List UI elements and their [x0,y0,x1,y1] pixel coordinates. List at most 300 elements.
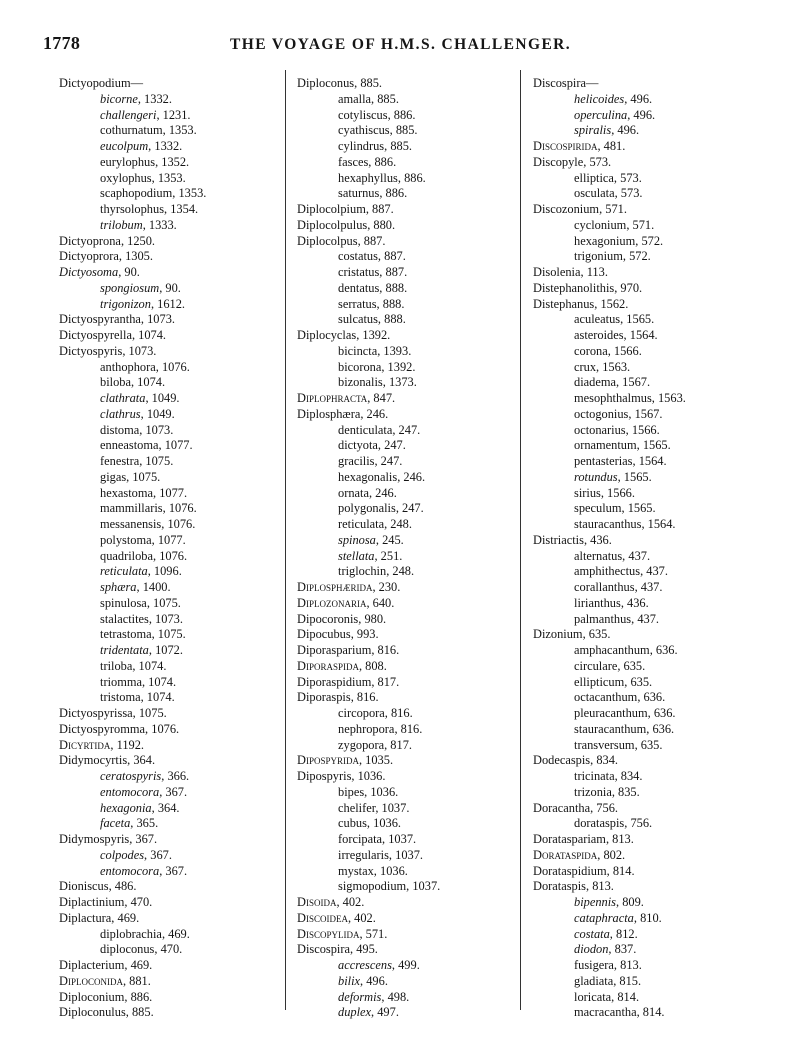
index-subentry [59,454,274,470]
entry-name: tricinata [574,769,615,783]
index-subentry [59,297,274,313]
entry-page: , 1077. [153,485,188,500]
entry-page: , 1075. [132,706,167,720]
entry-page: , 756. [624,816,653,831]
index-entry [59,722,274,738]
index-subentry [59,690,274,706]
entry-name: transversum [574,737,635,752]
entry-page: , 885. [384,139,413,153]
index-subentry [59,171,274,187]
index-entry [297,690,522,706]
entry-name: stalactites [100,611,149,626]
entry-name: Diploconida [59,973,123,988]
entry-page: , 496. [611,123,640,138]
entry-page: , 1305. [118,249,153,264]
entry-page: , 886. [368,154,397,169]
index-entry [533,76,743,92]
entry-page: , 810. [633,910,662,925]
entry-name: chelifer [338,800,376,815]
index-subentry [297,533,522,549]
index-entry [533,533,743,549]
entry-page: , 246. [360,406,389,421]
index-entry [59,328,274,344]
entry-page: , 469. [124,958,153,972]
entry-name: aculeatus [574,312,621,327]
index-entry [59,974,274,990]
index-entry [59,738,274,754]
index-subentry [533,549,743,565]
entry-name: rotundus [574,469,618,484]
index-subentry [533,171,743,187]
entry-name: mystax [338,863,374,878]
index-entry [59,76,274,92]
entry-name: cristatus [338,265,380,279]
entry-name: tetrastoma [100,627,152,642]
entry-name: pentasterias [574,454,633,468]
index-entry [297,596,522,612]
index-subentry [533,344,743,360]
entry-page: , 1076. [145,721,180,736]
entry-name: sigmopodium [338,879,407,894]
entry-name: sulcatus [338,312,378,327]
index-entry [533,627,743,643]
index-subentry [533,234,743,250]
entry-page: , 1565. [620,312,655,327]
entry-page: , 367. [144,847,172,862]
index-subentry [297,454,522,470]
entry-name: clathrata [100,391,146,405]
index-subentry [297,517,522,533]
entry-page: , 469. [161,926,190,941]
entry-page: , 495. [350,942,378,957]
entry-name: diplobrachia [100,926,162,941]
entry-name: elliptica [574,170,614,185]
entry-page: , 816. [394,721,423,736]
entry-name: fenestra [100,454,140,468]
entry-name: trigonizon [100,296,151,311]
index-entry [297,927,522,943]
index-subentry [533,1005,743,1021]
entry-name: gigas [100,469,127,484]
entry-name: Didymocyrtis [59,753,128,768]
entry-name: Dictyoprona [59,233,121,248]
entry-page: , 635. [617,658,646,673]
index-subentry [533,328,743,344]
entry-name: Dicyrtida [59,737,111,752]
index-column-1 [59,76,274,1021]
entry-page: , 245. [375,532,404,547]
entry-name: Diplocyclas [297,328,357,342]
entry-page: , 1563. [651,391,686,405]
entry-name: cylindrus [338,139,385,153]
index-subentry [533,108,743,124]
entry-name: trigonium [574,249,623,264]
index-subentry [533,564,743,580]
entry-name: corallanthus [574,580,635,594]
index-subentry [297,564,522,580]
index-subentry [533,974,743,990]
index-subentry [59,801,274,817]
entry-name: Dictyospyrissa [59,706,133,720]
entry-page: , 881. [122,973,151,988]
entry-name: mammillaris [100,501,163,516]
entry-page: , 366. [161,769,190,783]
entry-name: Diplacterium [59,958,125,972]
entry-page: , 980. [358,611,387,626]
entry-page: , 1074. [131,328,167,342]
entry-name: entomocora [100,784,160,799]
entry-name: hexagonia [100,800,152,815]
entry-name: accrescens [338,958,392,972]
entry-name: eucolpum [100,139,149,153]
entry-page: , 1612. [150,296,186,311]
entry-page: , 1073. [148,611,183,626]
entry-name: reticulata [100,564,148,579]
entry-page: , 1373. [382,375,417,390]
index-entry [59,911,274,927]
entry-name: octacanthum [574,690,638,705]
index-subentry [297,186,522,202]
entry-name: anthophora [100,359,156,374]
entry-name: ornata [338,485,369,500]
index-entry [59,990,274,1006]
entry-page: , 572. [635,233,664,248]
entry-page: , 888. [376,296,405,311]
entry-name: amphacanthum [574,643,650,657]
entry-name: lirianthus [574,595,621,610]
entry-page: , 885. [354,76,383,90]
entry-name: Discoidea [297,910,348,925]
index-subentry [297,816,522,832]
index-subentry [59,533,274,549]
entry-page: , 1354. [164,202,199,216]
entry-name: stauracanthus [574,517,642,531]
index-subentry [59,596,274,612]
entry-name: fusigera [574,958,614,972]
entry-name: Disoida [297,895,337,909]
entry-page: , 813. [605,832,634,846]
index-subentry [297,344,522,360]
index-subentry [533,738,743,754]
entry-name: zygopora [338,737,385,752]
index-subentry [297,722,522,738]
entry-name: Dioniscus [59,879,109,894]
entry-name: biloba [100,375,131,390]
entry-name: operculina [574,107,628,122]
entry-page: , 1074. [141,674,177,689]
index-subentry [297,864,522,880]
index-entry [533,832,743,848]
entry-page: , 1562. [594,296,629,311]
entry-name: spinulosa [100,595,147,610]
entry-page: , 247. [395,501,424,516]
entry-page: , 1563. [596,359,631,374]
index-subentry [297,312,522,328]
entry-name: eurylophus [100,154,156,169]
entry-name: diadema [574,375,616,390]
entry-name: palmanthus [574,611,632,626]
entry-name: amalla [338,91,372,106]
index-entry [59,1005,274,1021]
entry-name: crux [574,359,597,374]
entry-name: cubus [338,816,367,831]
entry-name: circulare [574,658,618,673]
entry-page: , 469. [111,910,140,925]
entry-page: , 1037. [406,879,441,894]
entry-page: , 1073. [122,343,157,358]
index-subentry [59,139,274,155]
entry-name: gracilis [338,454,375,468]
index-subentry [297,974,522,990]
entry-page: , 571. [626,217,655,232]
entry-name: loricata [574,989,612,1004]
entry-page: , 470. [154,942,183,957]
entry-page: , 814. [636,1005,665,1020]
entry-name: Diploconulus [59,1005,126,1020]
entry-page: , 1076. [161,517,196,531]
entry-page: , 1049. [140,406,175,421]
index-subentry [533,612,743,628]
index-subentry [533,123,743,139]
index-subentry [59,92,274,108]
entry-page: , 367. [159,784,188,799]
entry-page: , 248. [384,517,412,531]
index-subentry [59,580,274,596]
entry-name: stellata [338,548,375,563]
entry-page: , 1076. [153,548,188,563]
entry-name: Diporaspidium [297,674,372,689]
entry-page: , 885. [371,91,399,106]
entry-page: , 888. [379,280,408,295]
entry-name: irregularis [338,847,389,862]
entry-name: ceratospyris [100,769,162,783]
entry-page: , 1392. [356,328,391,342]
entry-page: , 635. [582,627,611,642]
index-subentry [533,580,743,596]
entry-name: bicorne [100,91,138,106]
index-subentry [533,706,743,722]
entry-name: Dipospyrida [297,753,359,768]
entry-name: polygonalis [338,501,396,516]
entry-page: , 402. [336,895,365,909]
entry-page: , 1352. [155,154,190,169]
entry-name: hexastoma [100,485,153,500]
entry-name: gladiata [574,973,614,988]
entry-page: , 817. [384,737,412,752]
entry-page: , 636. [646,721,675,736]
entry-page: , 499. [391,958,420,972]
index-subentry [533,927,743,943]
entry-page: , 1400. [136,580,171,594]
index-subentry [297,438,522,454]
entry-page: , 251. [374,548,403,563]
entry-page: , 436. [583,532,612,547]
entry-page: , 993. [350,627,379,642]
index-subentry [533,911,743,927]
entry-name: tridentata [100,643,149,657]
entry-page: , 496. [627,107,656,122]
index-entry [59,706,274,722]
entry-name: entomocora [100,863,160,878]
index-subentry [59,360,274,376]
entry-name: Dictyospyrantha [59,312,141,327]
index-subentry [297,832,522,848]
index-entry [59,879,274,895]
index-entry [533,864,743,880]
entry-page: , 813. [586,879,614,894]
entry-name: Dictyospyromma [59,721,146,736]
entry-page: , 635. [624,674,653,689]
index-subentry [533,675,743,691]
entry-name: Discopylida [297,926,360,941]
index-entry [533,801,743,817]
entry-page: , 573. [614,186,643,201]
index-subentry [533,438,743,454]
index-subentry [59,438,274,454]
index-subentry [533,690,743,706]
entry-page: , 1035. [358,753,394,768]
entry-page: , 1332. [148,139,183,153]
index-subentry [297,360,522,376]
entry-name: saturnus [338,186,380,201]
index-entry [297,407,522,423]
entry-name: cataphracta [574,910,634,925]
index-subentry [533,407,743,423]
index-subentry [59,186,274,202]
index-subentry [59,675,274,691]
entry-page: , 1392. [381,359,416,374]
index-subentry [533,186,743,202]
entry-page: , 887. [379,265,408,279]
entry-page: , 1074. [130,375,166,390]
entry-page: , 572. [622,249,651,264]
index-subentry [59,470,274,486]
index-subentry [59,627,274,643]
entry-page: , 809. [616,895,644,909]
entry-page: , 837. [608,942,637,957]
entry-name: pleuracanthum [574,706,648,720]
entry-page: , 1073. [140,312,175,327]
entry-page: , 1036. [373,863,408,878]
index-subentry [533,312,743,328]
entry-page: , 496. [360,973,388,988]
entry-name: hexaphyllus [338,170,398,185]
entry-page: , 571. [359,926,388,941]
entry-name: oxylophus [100,170,152,185]
entry-page: , 437. [634,580,663,594]
entry-page: , 970. [614,280,643,295]
entry-page: , 1076. [162,501,197,516]
index-subentry [533,769,743,785]
entry-name: circopora [338,706,385,720]
index-column-3 [533,76,743,1021]
index-subentry [533,816,743,832]
entry-name: hexagonalis [338,469,398,484]
entry-page: , 812. [609,926,638,941]
entry-page: , 1073. [139,422,174,437]
index-entry [297,218,522,234]
entry-page: , 1077. [151,532,186,547]
entry-page: , 886. [387,107,416,122]
index-subentry [59,659,274,675]
entry-page: , 1564. [632,454,667,468]
entry-page: , 1036. [366,816,401,831]
entry-page: , 887. [357,233,386,248]
entry-name: Discospira [297,942,350,957]
entry-page: , 886. [379,186,408,201]
index-subentry [533,990,743,1006]
index-entry [297,76,522,92]
entry-name: hexagonium [574,233,636,248]
entry-name: bizonalis [338,375,383,390]
index-entry [297,627,522,643]
entry-page: , 248. [386,564,415,579]
index-subentry [297,738,522,754]
entry-page: , 90. [159,280,181,295]
index-entry [297,675,522,691]
entry-name: mesophthalmus [574,391,652,405]
entry-page: , 486. [108,879,137,894]
entry-page: , 470. [124,895,153,909]
index-subentry [297,281,522,297]
entry-name: osculata [574,186,615,201]
entry-name: challengeri [100,107,157,122]
entry-page: , 1565. [636,438,671,453]
entry-page: , 498. [381,989,410,1004]
entry-name: Dictyospyrella [59,328,132,342]
index-subentry [297,171,522,187]
index-entry [297,911,522,927]
entry-name: Dorataspis [533,879,586,894]
entry-page: , 847. [367,391,396,405]
entry-name: Diplactinium [59,895,125,909]
entry-page: , 1037. [375,800,410,815]
entry-name: polystoma [100,532,152,547]
entry-name: Diporaspida [297,658,359,673]
entry-name: bicincta [338,343,378,358]
entry-name: dentatus [338,280,380,295]
entry-page: , 367. [129,832,158,846]
index-entry [59,249,274,265]
index-entry [533,139,743,155]
entry-name: colpodes [100,847,145,862]
entry-name: corona [574,343,608,358]
entry-name: fasces [338,154,369,169]
entry-page: , 437. [631,611,660,626]
entry-name: bilix [338,973,361,988]
entry-name: Dorataspariam [533,832,606,846]
entry-page: , 1565. [617,469,652,484]
index-subentry [59,375,274,391]
entry-name: diodon [574,942,609,957]
running-head: THE VOYAGE OF H.M.S. CHALLENGER. [230,36,572,53]
entry-page: , 1565. [621,501,656,516]
index-subentry [59,927,274,943]
entry-name: speculum [574,501,622,516]
index-entry [533,265,743,281]
entry-name: Dictyospyris [59,343,123,358]
entry-name: thyrsolophus [100,202,165,216]
entry-name: Dictyoprora [59,249,119,264]
index-column-2 [297,76,522,1021]
index-entry [59,895,274,911]
index-subentry [297,92,522,108]
entry-name: ornamentum [574,438,637,453]
index-entry [59,265,274,281]
entry-name: bicorona [338,359,382,374]
entry-page: , 1566. [625,422,660,437]
entry-name: diploconus [100,942,155,957]
